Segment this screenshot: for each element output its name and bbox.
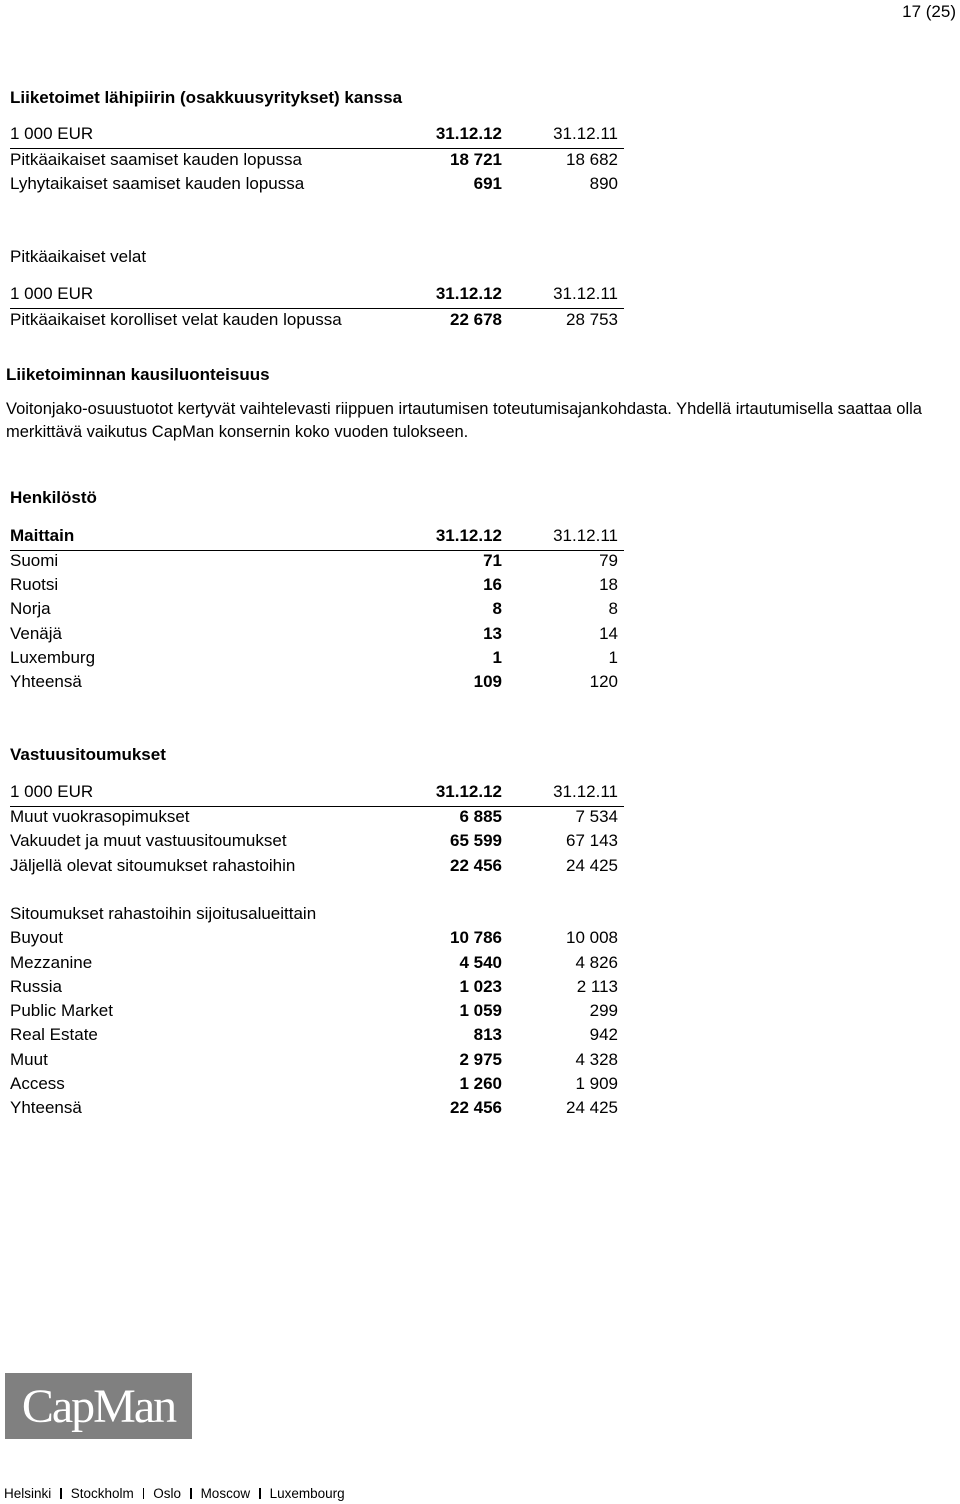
table-row (10, 599, 624, 623)
row-label: Vakuudet ja muut vastuusitoumukset (10, 831, 287, 850)
row-label: Pitkäaikaiset saamiset kauden lopussa (10, 150, 302, 169)
header-col2: 31.12.11 (553, 782, 618, 801)
row-value-2011: 8 (608, 599, 618, 618)
header-col1: 31.12.12 (435, 526, 502, 545)
table-row (10, 953, 624, 977)
row-value-2012: 71 (483, 551, 502, 570)
row-value-2011: 2 113 (576, 977, 618, 996)
row-label: Public Market (10, 1001, 113, 1020)
table-row (10, 1025, 624, 1049)
header-label: Maittain (10, 526, 75, 545)
long-term-debt-title: Pitkäaikaiset velat (10, 247, 147, 266)
row-value-2012: 22 678 (450, 310, 502, 329)
row-value-2011: 24 425 (566, 856, 618, 875)
row-label: Yhteensä (10, 1098, 82, 1117)
row-value-2012: 2 975 (459, 1050, 502, 1069)
row-value-2012: 1 023 (459, 977, 502, 996)
footer-city: Helsinki (4, 1486, 52, 1501)
related-parties-title: Liiketoimet lähipiirin (osakkuusyritykset) kanssa (10, 88, 403, 107)
row-value-2012: 691 (473, 174, 502, 193)
footer-separator (190, 1488, 192, 1499)
table-row (10, 1001, 624, 1025)
row-label: Ruotsi (10, 575, 59, 594)
header-label: 1 000 EUR (10, 782, 94, 801)
table-row (10, 648, 624, 672)
row-value-2012: 18 721 (450, 150, 502, 169)
header-label: 1 000 EUR (10, 284, 94, 303)
table-header (10, 284, 624, 309)
footer-separator (60, 1488, 62, 1499)
row-label: Venäjä (10, 624, 62, 643)
row-value-2011: 28 753 (566, 310, 618, 329)
row-value-2012: 109 (473, 672, 502, 691)
by-area-title: Sitoumukset rahastoihin sijoitusalueittain (10, 904, 317, 923)
row-value-2011: 79 (599, 551, 618, 570)
header-col1: 31.12.12 (435, 124, 502, 143)
footer-cities (4, 1486, 345, 1501)
table-row (10, 807, 624, 831)
row-value-2011: 890 (589, 174, 618, 193)
row-label: Russia (10, 977, 62, 996)
footer-city: Stockholm (70, 1486, 134, 1501)
row-value-2012: 1 260 (459, 1074, 502, 1093)
header-col2: 31.12.11 (553, 284, 618, 303)
row-label: Muut vuokrasopimukset (10, 807, 190, 826)
row-value-2011: 942 (589, 1025, 618, 1044)
row-value-2011: 4 826 (575, 953, 618, 972)
row-label: Buyout (10, 928, 63, 947)
table-row (10, 1074, 624, 1098)
row-value-2012: 813 (473, 1025, 502, 1044)
row-label: Lyhytaikaiset saamiset kauden lopussa (10, 174, 305, 193)
row-value-2011: 10 008 (566, 928, 618, 947)
table-row (10, 856, 624, 880)
table-row (10, 551, 624, 575)
table-row (10, 977, 624, 1001)
footer-separator (259, 1488, 261, 1499)
row-value-2012: 4 540 (459, 953, 502, 972)
capman-logo (5, 1373, 192, 1439)
table-header (10, 124, 624, 149)
row-label: Pitkäaikaiset korolliset velat kauden lopussa (10, 310, 342, 329)
row-value-2012: 10 786 (450, 928, 502, 947)
row-value-2011: 18 (599, 575, 618, 594)
table-row (10, 831, 624, 855)
row-value-2011: 1 (608, 648, 618, 667)
row-label: Yhteensä (10, 672, 82, 691)
row-value-2011: 120 (589, 672, 618, 691)
row-label: Muut (10, 1050, 48, 1069)
seasonality-title: Liiketoiminnan kausiluonteisuus (6, 365, 270, 384)
header-label: 1 000 EUR (10, 124, 94, 143)
row-value-2012: 6 885 (459, 807, 502, 826)
row-value-2011: 24 425 (566, 1098, 618, 1117)
row-label: Access (10, 1074, 65, 1093)
row-value-2011: 7 534 (575, 807, 618, 826)
footer-separator (143, 1488, 145, 1499)
commitments-title: Vastuusitoumukset (10, 745, 166, 764)
row-value-2011: 18 682 (566, 150, 618, 169)
page-number: 17 (25) (902, 2, 956, 21)
row-value-2012: 16 (483, 575, 502, 594)
row-value-2012: 65 599 (450, 831, 502, 850)
row-value-2012: 13 (483, 624, 502, 643)
row-value-2012: 22 456 (450, 1098, 502, 1117)
row-label: Real Estate (10, 1025, 98, 1044)
row-value-2011: 299 (589, 1001, 618, 1020)
row-label: Norja (10, 599, 51, 618)
row-value-2011: 67 143 (566, 831, 618, 850)
row-value-2012: 22 456 (450, 856, 502, 875)
row-value-2011: 1 909 (575, 1074, 618, 1093)
row-label: Mezzanine (10, 953, 93, 972)
table-header (10, 782, 624, 807)
table-row (10, 150, 624, 174)
footer-city: Moscow (200, 1486, 251, 1501)
row-value-2012: 8 (492, 599, 502, 618)
table-row (10, 928, 624, 952)
row-label: Suomi (10, 551, 59, 570)
header-col1: 31.12.12 (435, 284, 502, 303)
row-value-2012: 1 059 (459, 1001, 502, 1020)
seasonality-text: Voitonjako-osuustuotot kertyvät vaihtelevasti riippuen irtautumisen toteutumisajankohdasta. Yhdellä irtautumisella saattaa olla merkittävä vaikutus CapMan konsernin koko vuoden tulokseen. (6, 400, 922, 441)
table-row (10, 174, 624, 198)
personnel-title: Henkilöstö (10, 488, 97, 507)
header-col2: 31.12.11 (553, 124, 618, 143)
header-col1: 31.12.12 (435, 782, 502, 801)
table-row (10, 672, 624, 696)
table-row (10, 1098, 624, 1122)
table-row (10, 1050, 624, 1074)
footer-city: Luxembourg (269, 1486, 345, 1501)
row-value-2011: 14 (599, 624, 618, 643)
table-row (10, 310, 624, 334)
row-label: Jäljellä olevat sitoumukset rahastoihin (10, 856, 296, 875)
row-value-2012: 1 (492, 648, 502, 667)
table-header (10, 526, 624, 551)
row-label: Luxemburg (10, 648, 96, 667)
table-row (10, 575, 624, 599)
table-row (10, 624, 624, 648)
footer-city: Oslo (153, 1486, 182, 1501)
row-value-2011: 4 328 (575, 1050, 618, 1069)
header-col2: 31.12.11 (553, 526, 618, 545)
logo-text: CapMan (21, 1379, 176, 1433)
